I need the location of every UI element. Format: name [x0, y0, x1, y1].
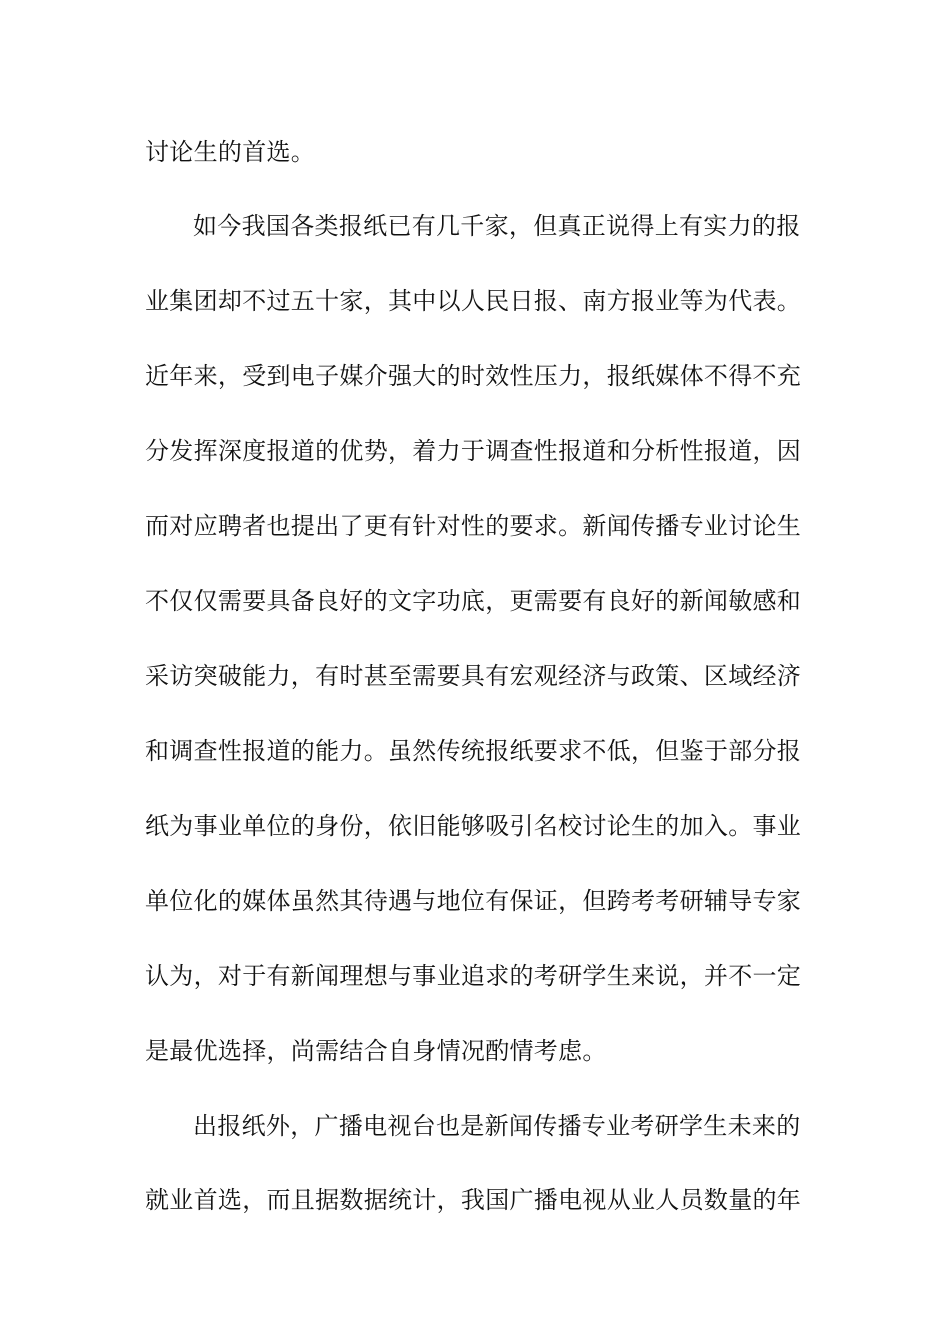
text-line: 纸为事业单位的身份，依旧能够吸引名校讨论生的加入。事业 [145, 812, 802, 840]
text-line: 分发挥深度报道的优势，着力于调查性报道和分析性报道，因 [145, 437, 802, 465]
text-line: 认为，对于有新闻理想与事业追求的考研学生来说，并不一定 [145, 962, 802, 990]
text-line: 采访突破能力，有时甚至需要具有宏观经济与政策、区域经济 [145, 662, 802, 690]
text-line: 就业首选，而且据数据统计，我国广播电视从业人员数量的年 [145, 1186, 802, 1214]
text-line: 业集团却不过五十家，其中以人民日报、南方报业等为代表。 [145, 287, 802, 315]
paragraph-start-line: 出报纸外，广播电视台也是新闻传播专业考研学生未来的 [193, 1112, 801, 1140]
paragraph-start-line: 如今我国各类报纸已有几千家，但真正说得上有实力的报 [193, 212, 801, 240]
text-line: 讨论生的首选。 [145, 138, 316, 166]
text-line: 不仅仅需要具备良好的文字功底，更需要有良好的新闻敏感和 [145, 587, 802, 615]
text-line: 是最优选择，尚需结合自身情况酌情考虑。 [145, 1037, 607, 1065]
text-line: 单位化的媒体虽然其待遇与地位有保证，但跨考考研辅导专家 [145, 887, 802, 915]
text-line: 和调查性报道的能力。虽然传统报纸要求不低，但鉴于部分报 [145, 737, 802, 765]
text-line: 而对应聘者也提出了更有针对性的要求。新闻传播专业讨论生 [145, 512, 802, 540]
text-line: 近年来，受到电子媒介强大的时效性压力，报纸媒体不得不充 [145, 362, 802, 390]
